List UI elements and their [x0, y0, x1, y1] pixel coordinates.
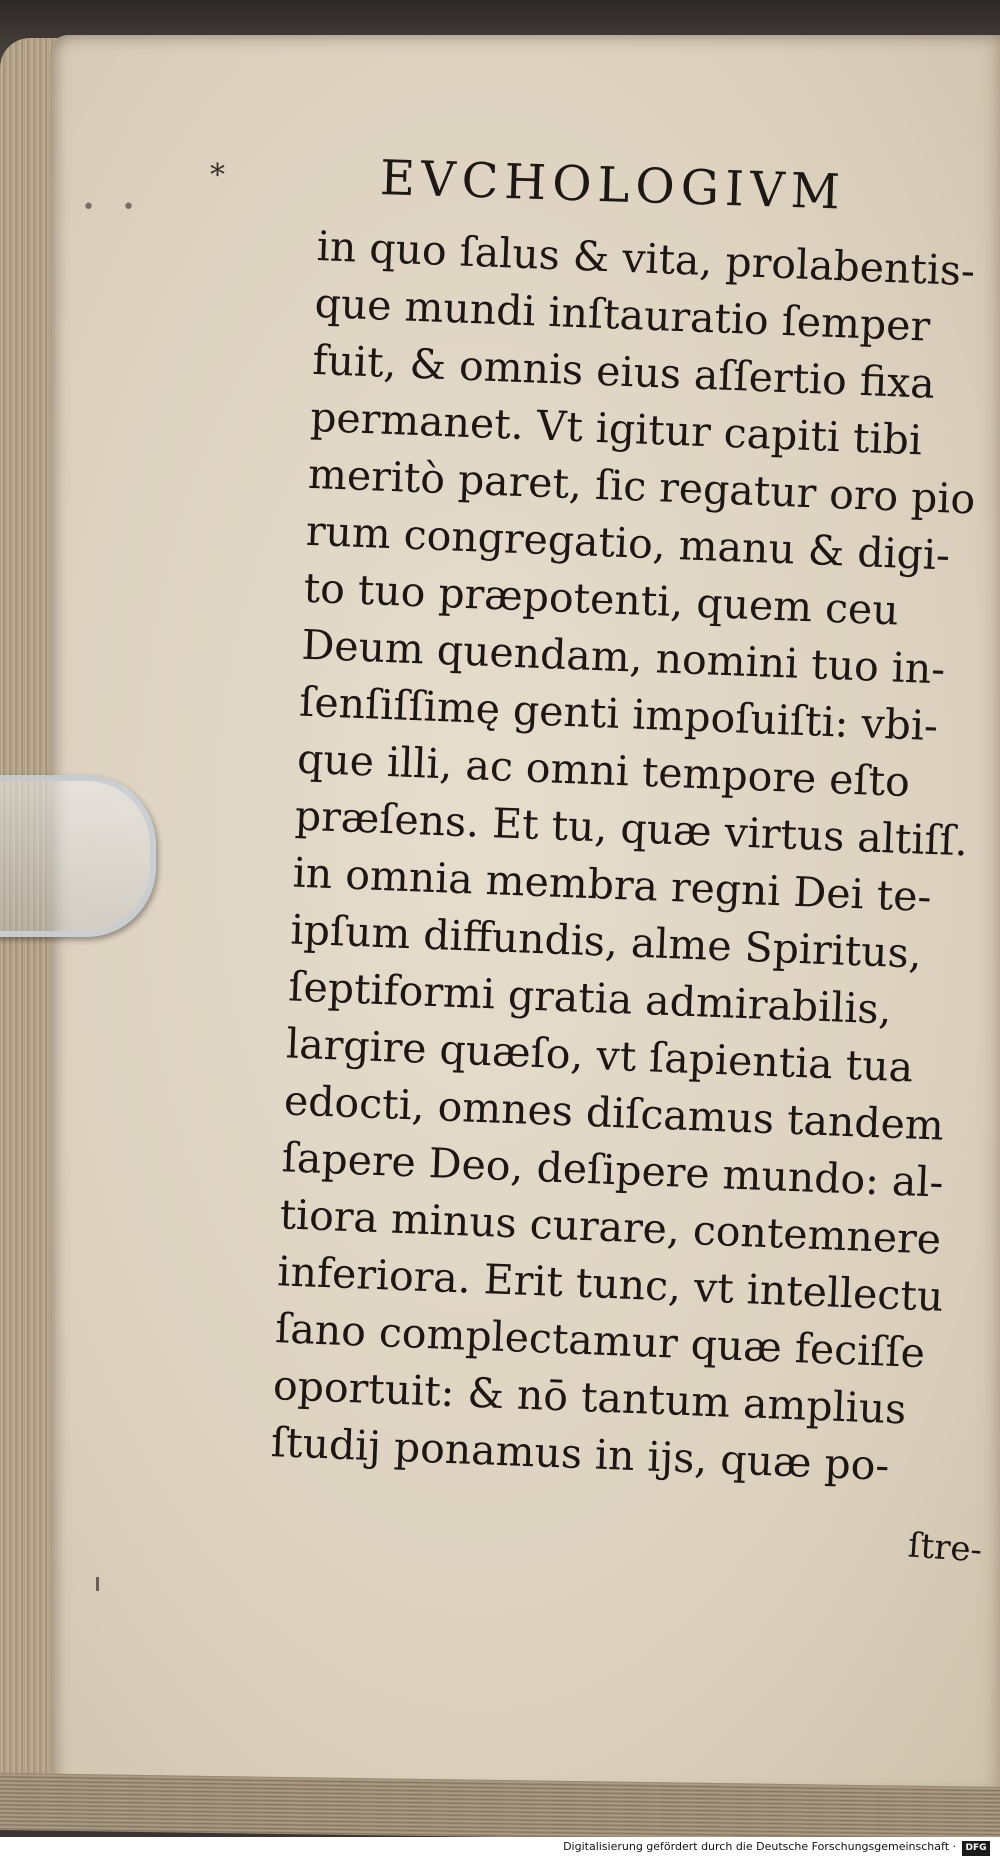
margin-dots: • •: [82, 195, 145, 220]
catchword: ſtre-: [906, 1525, 984, 1571]
text-line: tiora minus curare, contemnere: [278, 1190, 942, 1264]
page-clip: [0, 775, 156, 937]
text-line: ſenſiſſimę genti impoſuiſti: vbi-: [298, 677, 939, 751]
text-line: ſeptiformi gratia admirabilis,: [287, 962, 893, 1034]
digitization-credit: Digitalisierung gefördert durch die Deutsche Forschungsgemeinschaft ·: [563, 1840, 956, 1853]
text-line: ſapere Deo, deſipere mundo: al-: [280, 1133, 945, 1207]
text-line: que illi, ac omni tempore eſto: [296, 734, 911, 807]
text-line: in quo ſalus & vita, prolabentis-: [316, 221, 976, 296]
text-line: Deum quendam, nomini tuo in-: [300, 620, 947, 694]
text-line: to tuo præpotenti, quem ceu: [302, 563, 900, 635]
text-line: præſens. Et tu, quæ virtus altiſſ.: [294, 791, 969, 866]
text-line: fuit, & omnis eius aſſertio fixa: [311, 335, 936, 408]
text-line: edocti, omnes diſcamus tandem: [283, 1076, 945, 1150]
text-line: permanet. Vt igitur capiti tibi: [309, 392, 923, 465]
text-line: ſtudij ponamus in ijs, quæ po-: [270, 1418, 891, 1490]
text-line: inferiora. Erit tunc, vt intellectu: [276, 1247, 945, 1321]
text-line: ſano complectamur quæ feciſſe: [274, 1304, 926, 1378]
margin-mark: [96, 1577, 99, 1591]
text-line: in omnia membra regni Dei te-: [291, 848, 933, 922]
dfg-logo: DFG: [962, 1841, 990, 1856]
text-line: meritò paret, ſic regatur oro pio: [307, 449, 977, 524]
text-line: ipſum diffundis, alme Spiritus,: [289, 905, 923, 978]
text-line: oportuit: & nō tantum amplius: [272, 1361, 908, 1434]
body-text: [270, 218, 978, 1496]
running-title: EVCHOLOGIVM: [379, 150, 847, 221]
text-line: largire quæſo, vt ſapientia tua: [285, 1019, 914, 1092]
text-line: rum congregatio, manu & digi-: [305, 506, 951, 580]
text-line: que mundi inſtauratio ſemper: [313, 278, 932, 351]
ornament-mark: *: [210, 158, 225, 193]
